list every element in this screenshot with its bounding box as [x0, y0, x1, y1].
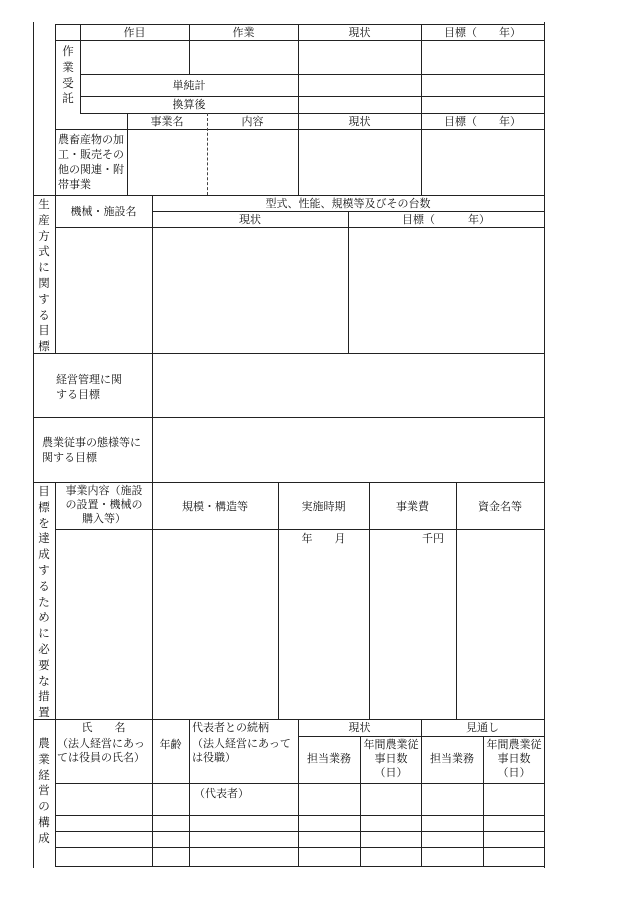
- rule: [298, 24, 299, 195]
- work-side-label: 作業受託: [62, 44, 74, 106]
- rule: [55, 227, 544, 228]
- rule: [369, 482, 370, 719]
- rule: [33, 195, 544, 196]
- rule: [55, 866, 544, 867]
- rule: [55, 719, 56, 866]
- rule: [421, 719, 422, 866]
- measures-content-header: 事業内容（施設の設置・機械の購入等）: [65, 484, 143, 525]
- rule: [55, 847, 544, 848]
- management-label: 経営管理に関する目標: [56, 373, 122, 401]
- days2-header: 年間農業従事日数: [486, 738, 542, 765]
- rule: [152, 482, 153, 719]
- rule: [55, 24, 56, 195]
- days-header: 年間農業従事日数: [363, 738, 419, 765]
- production-side-label: 生産方式に関する目標: [38, 197, 50, 354]
- measures-scale-header: 規模・構造等: [182, 500, 248, 513]
- rule: [33, 417, 544, 418]
- work-header: 作業: [232, 26, 255, 39]
- days2-unit: （日）: [497, 766, 531, 779]
- content-header: 内容: [241, 115, 264, 128]
- simple-total-label: 単純計: [172, 79, 206, 92]
- rule: [80, 113, 544, 114]
- measures-period-header: 実施時期: [301, 500, 346, 513]
- composition-side-label: 農業経営の構成: [38, 736, 50, 845]
- measures-fund-header: 資金名等: [478, 500, 522, 513]
- crop-header: 作目: [123, 26, 146, 39]
- spec-header: 型式、性能、規模等及びその台数: [265, 197, 431, 210]
- rule: [55, 783, 544, 784]
- rule: [33, 353, 544, 354]
- production-current-header: 現状: [239, 213, 261, 226]
- rule: [55, 40, 544, 41]
- rule: [298, 719, 299, 866]
- left-border: [33, 22, 34, 868]
- rule: [421, 24, 422, 195]
- rule: [80, 74, 544, 75]
- rule: [80, 96, 544, 97]
- employment-label: 農業従事の態様等に関する目標: [42, 436, 141, 464]
- rule: [33, 719, 544, 720]
- rule: [55, 529, 544, 530]
- duty-header: 担当業務: [307, 752, 351, 765]
- measures-cost-header: 事業費: [396, 500, 429, 513]
- rule: [348, 211, 349, 353]
- age-header: 年齢: [159, 738, 182, 751]
- rule: [456, 482, 457, 719]
- composition-current-header: 現状: [348, 721, 371, 734]
- name-note: （法人経営にあっては役員の氏名）: [57, 737, 145, 764]
- business-name-header: 事業名: [150, 115, 184, 128]
- right-border: [544, 22, 545, 868]
- machine-header: 機械・施設名: [70, 205, 137, 218]
- rule: [55, 24, 544, 25]
- production-target-header: 目標（ 年）: [402, 213, 490, 226]
- rule: [55, 815, 544, 816]
- processing-side-label: 農畜産物の加工・販売その他の関連・附帯事業: [58, 133, 124, 191]
- processing-current-header: 現状: [348, 115, 371, 128]
- rule: [33, 482, 544, 483]
- representative-label: （代表者）: [194, 787, 249, 800]
- rule: [55, 831, 544, 832]
- cost-unit: 千円: [422, 532, 444, 545]
- converted-label: 換算後: [172, 98, 206, 111]
- rule: [55, 129, 544, 130]
- period-unit: 年 月: [301, 532, 346, 545]
- work-current-header: 現状: [348, 26, 371, 39]
- relation-note: （法人経営にあっては役職）: [192, 737, 291, 764]
- rule: [189, 719, 190, 866]
- rule: [55, 482, 56, 719]
- processing-target-header: 目標（ 年）: [444, 115, 521, 128]
- work-target-header: 目標（ 年）: [444, 26, 521, 39]
- name-header: 氏 名: [81, 721, 126, 734]
- duty2-header: 担当業務: [430, 752, 474, 765]
- relation-header: 代表者との続柄: [192, 721, 269, 734]
- days-unit: （日）: [374, 766, 408, 779]
- composition-outlook-header: 見通し: [466, 721, 499, 734]
- rule: [278, 482, 279, 719]
- measures-side-label: 目標を達成するために必要な措置: [38, 484, 50, 720]
